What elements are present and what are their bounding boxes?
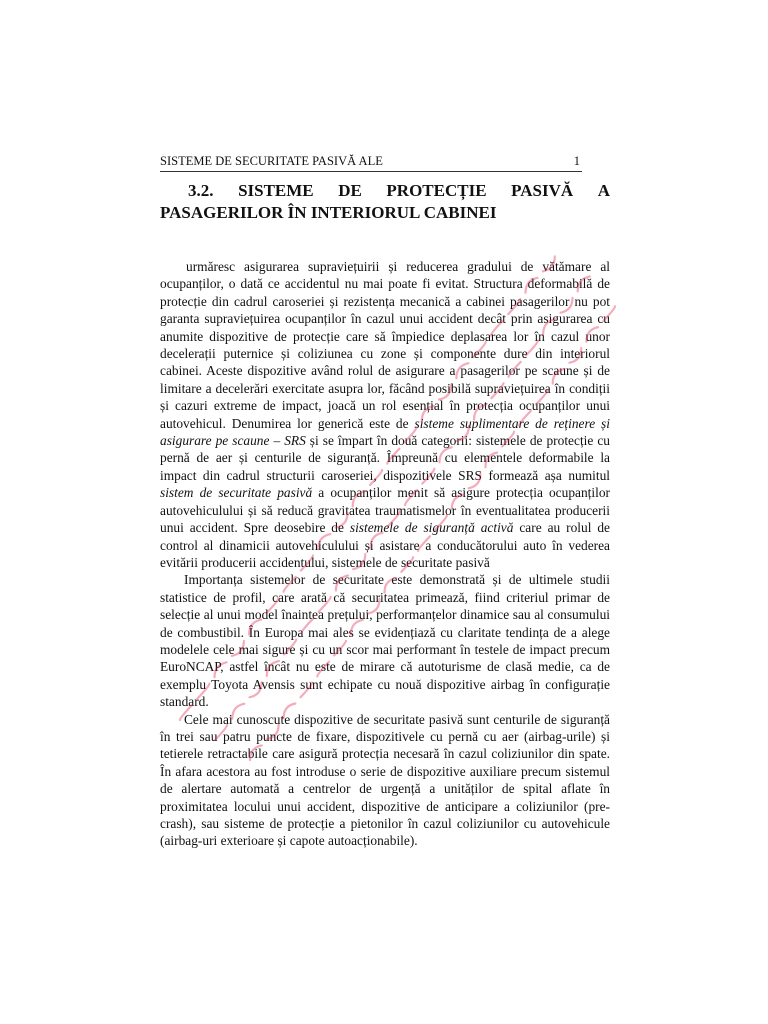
paragraph-2: Importanța sistemelor de securitate este demonstrată și de ultimele studii statistice de profil, care arată că securitatea primează, fiind criteriul primar de selecție al unui model înaintea prețului, performanțelor dinamice sau al consumului de combustibil. În Europa mai ales se evidențiază cu claritate tendința de a alege modelele cele mai sigure și cu un scor mai performant în testele de impact precum EuroNCAP, astfel încât nu este de mirare că autoturisme de clasă medie, ca de exemplu Toyota Avensis sunt echipate cu nouă dispozitive airbag în configurație standard. [160, 572, 610, 710]
header-title: SISTEME DE SECURITATE PASIVĂ ALE [160, 154, 383, 168]
heading-word: PASIVĂ [511, 181, 574, 200]
heading-word: DE [338, 181, 362, 200]
section-heading [160, 180, 610, 224]
paragraph-text: a ocupanților menit să asigure protecția ocupanților autovehiculului și să reducă gravitatea traumatismelor în eventualitatea producerii unui accident. Spre deosebire de [160, 485, 610, 536]
heading-line-2: PASAGERILOR ÎN INTERIORUL CABINEI [160, 203, 497, 222]
heading-line-1 [160, 180, 610, 202]
heading-word: SISTEME [238, 181, 314, 200]
paragraph-3: Cele mai cunoscute dispozitive de securitate pasivă sunt centurile de siguranță în trei sau patru puncte de fixare, dispozitivele cu pernă cu aer (airbag-urile) și tetierele retractabile care asigură protecția necesară în cazul coliziunilor din spate. În afara acestora au fost introduse o serie de dispozitive auxiliare precum sistemul de alertare automată a centrelor de urgență a unităților de spital aflate în proximitatea locului unui accident, dispozitive de anticipare a coliziunilor (pre-crash), sau sisteme de protecție a pietonilor în cazul coliziunilor cu autovehicule (airbag-uri exterioare și capote autoacționabile). [160, 711, 610, 849]
paragraph-text: urmăresc asigurarea supraviețuirii și reducerea gradului de vătămare al ocupanților, o dată ce accidentul nu mai poate fi evitat. Structura deformabilă de protecție din cadrul caroseriei și rezistența mecanică a cabinei pasagerilor nu pot garanta supraviețuirea ocupanților în cazul unui accident decât prin asigurarea cu anumite dispozitive de protecție care să împiedice deplasarea lor în cazul unor decelerații puternice și coliziunea cu zone și componente dure din interiorul cabinei. Aceste dispozitive având rolul de asigurare a pasagerilor pe scaune și de limitare a decelerări exercitate asupra lor, făcând posibilă supraviețuirea în condiții și cazuri extreme de impact, joacă un rol esențial în protecția ocupanților unui autovehicul. Denumirea lor generică este de [160, 259, 610, 431]
italic-term: sistem de securitate pasivă [160, 485, 313, 501]
italic-term: sistemele de siguranță activă [349, 520, 514, 536]
paragraph-1 [160, 258, 610, 571]
paragraph-text: care au rolul de control al dinamicii autovehiculului și asistare a conducătorului auto în vederea evitării producerii accidentului, sistemele de securitate pasivă [160, 520, 610, 570]
heading-word: A [597, 181, 610, 200]
page-number: 1 [573, 154, 580, 168]
paragraph-text: și se împart în două categorii: sistemele de protecție cu pernă de aer și centurile de siguranță. Împreună cu elementele deformabile la impact din cadrul structurii caroseriei, dispozitivele SRS formează așa numitul [160, 433, 610, 483]
body-text [160, 258, 610, 850]
heading-word: PROTECȚIE [386, 181, 487, 200]
italic-term: sisteme suplimentare de reținere și asigurare pe scaune – SRS [160, 415, 610, 449]
running-header [160, 153, 582, 172]
section-number: 3.2. [188, 181, 214, 200]
